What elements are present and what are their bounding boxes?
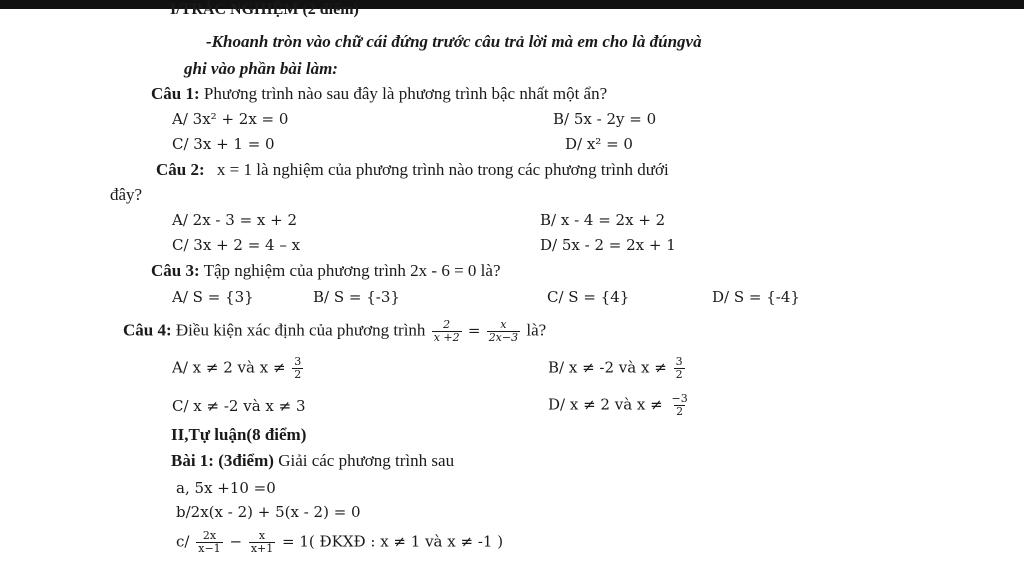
bai1-c-tail: = 1( ĐKXĐ : x ≠ 1 và x ≠ -1 ) (282, 532, 504, 551)
q4-text: Điều kiện xác định của phương trình (175, 320, 426, 340)
q4-d-denominator: 2 (676, 405, 684, 418)
q4-option-d (548, 393, 692, 418)
q4-d-numerator: −3 (671, 392, 688, 405)
q4-b-text: B/ x ≠ -2 và x ≠ (548, 358, 667, 377)
q4-option-b (548, 356, 687, 381)
bai1-part-b: b/2x(x - 2) + 5(x - 2) = 0 (176, 503, 361, 521)
instruction-line-1: -Khoanh tròn vào chữ cái đứng trước câu trả lời mà em cho là đúngvà (206, 32, 702, 51)
q2-option-a: A/ 2x - 3 = x + 2 (172, 211, 298, 229)
q3-label: Câu 3: (151, 261, 200, 280)
q1-option-c: C/ 3x + 1 = 0 (172, 135, 275, 153)
section1-heading: I/TRẮC NGHIỆM (2 điểm) (170, 1, 359, 18)
bai1-label: Bài 1: (3điểm) (171, 451, 274, 470)
q3-option-a: A/ S = {3} (172, 288, 254, 306)
q4-frac2-denominator: 2x−3 (488, 331, 519, 344)
q4-frac1-numerator: 2 (443, 318, 451, 331)
q4-b-numerator: 3 (675, 355, 683, 368)
q4-b-fraction (674, 356, 685, 381)
bai1-c-f2-denominator: x+1 (250, 542, 274, 555)
q4-label: Câu 4: (123, 320, 172, 340)
q3-option-c: C/ S = {4} (547, 288, 630, 306)
q3-line (151, 261, 501, 281)
q4-option-a (172, 356, 305, 381)
q4-fraction-2 (487, 319, 520, 344)
q3-option-b: B/ S = {-3} (313, 288, 400, 306)
bai1-c-fraction-2 (249, 530, 275, 555)
q2-option-c: C/ 3x + 2 = 4 – x (172, 236, 301, 254)
bai1-c-f2-numerator: x (258, 529, 266, 542)
q4-fraction-1 (432, 319, 462, 344)
bai1-part-c (176, 530, 503, 555)
q4-a-denominator: 2 (294, 368, 302, 381)
bai1-c-fraction-1 (196, 530, 222, 555)
bai1-c-minus: − (229, 532, 243, 551)
q2-option-d: D/ 5x - 2 = 2x + 1 (540, 236, 676, 254)
q4-frac1-denominator: x +2 (433, 331, 460, 344)
q3-option-d: D/ S = {-4} (712, 288, 800, 306)
instruction-line-2: ghi vào phần bài làm: (184, 59, 338, 78)
q4-line (123, 319, 546, 344)
q1-option-b: B/ 5x - 2y = 0 (553, 110, 657, 128)
q4-option-c: C/ x ≠ -2 và x ≠ 3 (172, 397, 306, 415)
q2-text-continued: đây? (110, 185, 143, 204)
q1-label: Câu 1: (151, 84, 200, 103)
top-dark-bar (0, 0, 1024, 9)
q4-tail: là? (526, 320, 547, 340)
q4-equals: = (467, 321, 481, 340)
bai1-c-f1-denominator: x−1 (198, 542, 221, 555)
bai1-c-f1-numerator: 2x (202, 529, 217, 542)
q2-text: x = 1 là nghiệm của phương trình nào trong các phương trình dưới (216, 160, 669, 179)
q2-option-b: B/ x - 4 = 2x + 2 (540, 211, 666, 229)
bai1-text: Giải các phương trình sau (278, 451, 455, 470)
q4-d-text: D/ x ≠ 2 và x ≠ (548, 395, 663, 414)
q4-a-text: A/ x ≠ 2 và x ≠ (172, 358, 286, 377)
q3-text: Tập nghiệm của phương trình 2x - 6 = 0 là? (203, 261, 501, 280)
bai1-c-prefix: c/ (176, 532, 190, 551)
q2-label: Câu 2: (156, 160, 205, 179)
q1-option-d: D/ x² = 0 (565, 135, 633, 153)
q1-line (151, 84, 607, 104)
q2-line (156, 160, 669, 180)
bai1-part-a: a, 5x +10 =0 (176, 479, 276, 497)
q1-text: Phương trình nào sau đây là phương trình bậc nhất một ẩn? (203, 84, 608, 103)
q4-a-numerator: 3 (294, 355, 302, 368)
section2-heading: II,Tự luận(8 điểm) (171, 425, 307, 444)
q4-d-fraction (670, 393, 690, 418)
q1-option-a: A/ 3x² + 2x = 0 (172, 110, 289, 128)
q4-b-denominator: 2 (675, 368, 683, 381)
q4-frac2-numerator: x (500, 318, 507, 331)
bai1-line (171, 451, 454, 471)
q4-a-fraction (292, 356, 303, 381)
